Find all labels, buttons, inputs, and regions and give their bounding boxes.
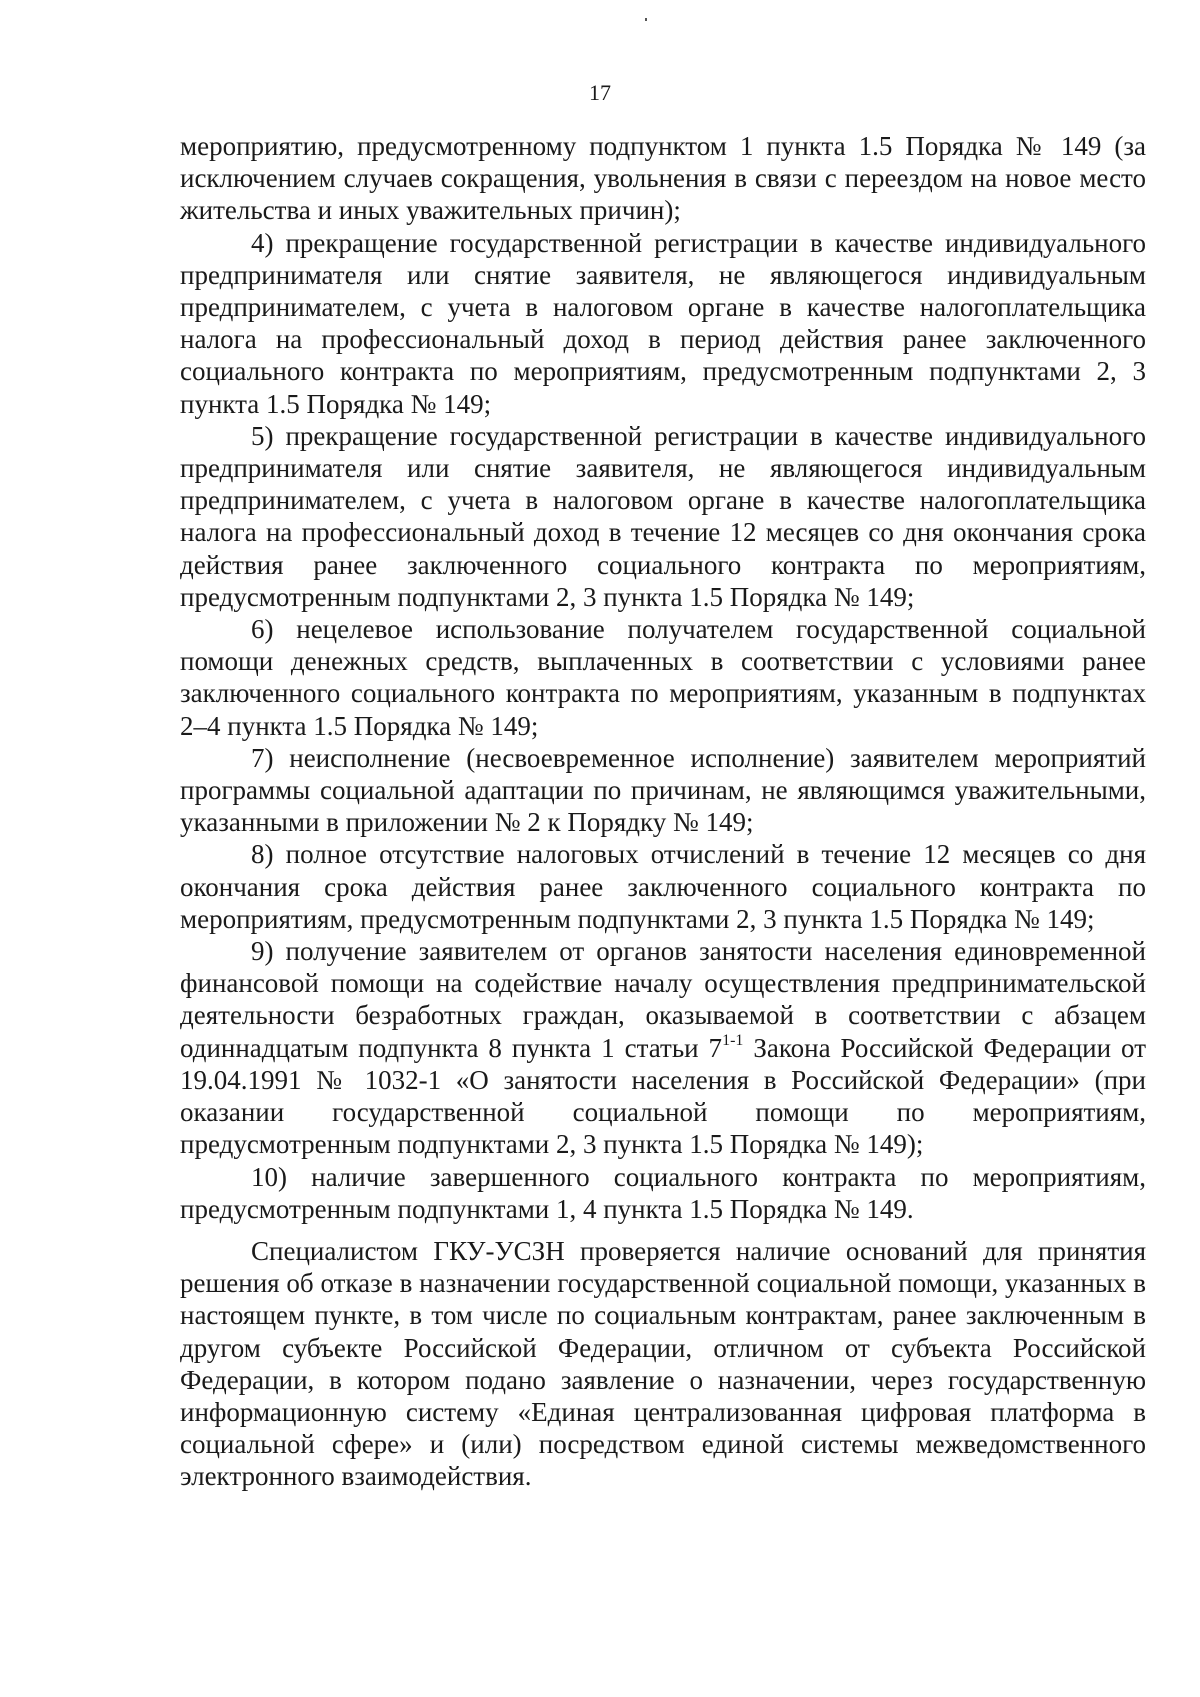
list-item-8: 8) полное отсутствие налоговых отчислений в течение 12 месяцев со дня окончания срока действия ранее заключенного социального контракта по мероприятиям, предусмотренным подпунктами 2, 3 пункта 1.5 Порядка № 149; <box>180 839 1146 934</box>
list-item-7: 7) неисполнение (несвоевременное исполнение) заявителем мероприятий программы социальной адаптации по причинам, не являющимся уважительными, указанными в приложении № 2 к Порядку № 149; <box>180 742 1146 838</box>
list-item-5: 5) прекращение государственной регистрации в качестве индивидуального предпринимателя или снятие заявителя, не являющегося индивидуальным предпринимателем, с учета в налоговом органе в качестве налогоплательщика налога на профессиональный доход в течение 12 месяцев со дня окончания срока действия ранее заключенного социального контракта по мероприятиям, предусмотренным подпунктами 2, 3 пункта 1.5 Порядка № 149; <box>180 420 1146 612</box>
article-superscript: 1-1 <box>722 1031 744 1049</box>
list-item-9-text-cont: Закона Российской Федерации от 19.04.1991 № 1032-1 «О занятости населения в Российской Федерации» (при оказании государственной социальной помощи по мероприятиям, предусмотренным подпунктами 2, 3 пункта 1.5 Порядка № 149); <box>180 1032 1146 1160</box>
list-item-10: 10) наличие завершенного социального контракта по мероприятиям, предусмотренным подпунктами 1, 4 пункта 1.5 Порядка № 149. <box>180 1161 1146 1224</box>
list-item-4: 4) прекращение государственной регистрации в качестве индивидуального предпринимателя или снятие заявителя, не являющегося индивидуальным предпринимателем, с учета в налоговом органе в качестве налогоплательщика налога на профессиональный доход в период действия ранее заключенного социального контракта по мероприятиям, предусмотренным подпунктами 2, 3 пункта 1.5 Порядка № 149; <box>180 227 1146 419</box>
document-body <box>180 130 1146 1493</box>
paragraph-continuation: мероприятию, предусмотренному подпунктом 1 пункта 1.5 Порядка № 149 (за исключением случаев сокращения, увольнения в связи с переездом на новое место жительства и иных уважительных причин); <box>180 131 1146 226</box>
list-item-9-text: 9) получение заявителем от органов занятости населения единовременной финансовой помощи на содействие началу осуществления предпринимательской деятельности безработных граждан, оказываемой в соответствии с абзацем одиннадцатым подпункта 8 пункта 1 статьи 7 <box>180 936 1146 1063</box>
list-item-6: 6) нецелевое использование получателем государственной социальной помощи денежных средств, выплаченных в соответствии с условиями ранее заключенного социального контракта по мероприятиям, указанным в подпунктах 2–4 пункта 1.5 Порядка № 149; <box>180 614 1146 741</box>
list-item-9 <box>180 935 1146 1160</box>
page-number: 17 <box>589 80 611 105</box>
closing-paragraph: Специалистом ГКУ-УСЗН проверяется наличие оснований для принятия решения об отказе в назначении государственной социальной помощи, указанных в настоящем пункте, в том числе по социальным контрактам, ранее заключенным в другом субъекте Российской Федерации, отличном от субъекта Российской Федерации, в котором подано заявление о назначении, через государственную информационную систему «Единая централизованная цифровая платформа в социальной сфере» и (или) посредством единой системы межведомственного электронного взаимодействия. <box>180 1235 1146 1492</box>
scan-speck <box>645 18 647 21</box>
